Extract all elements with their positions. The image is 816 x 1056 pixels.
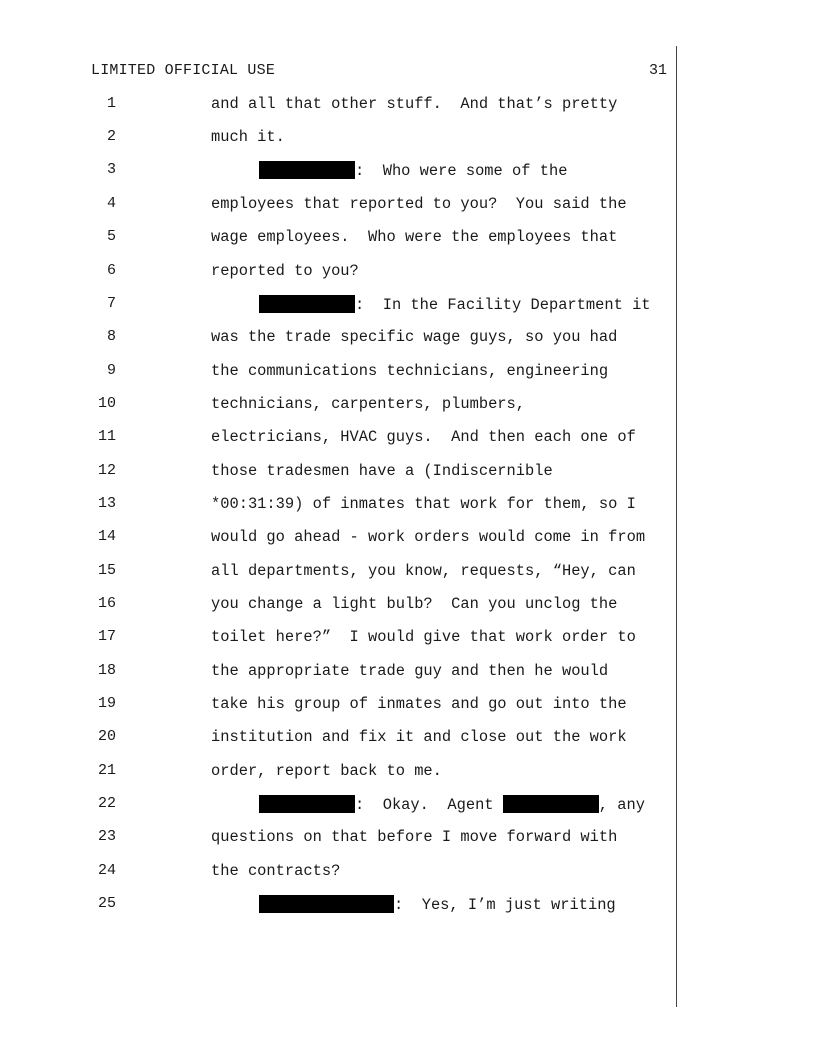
transcript-line	[0, 628, 816, 652]
line-text: : In the Facility Department it	[355, 296, 651, 314]
line-text: toilet here?” I would give that work order to	[211, 628, 636, 646]
line-text: the contracts?	[211, 862, 341, 880]
line-number: 16	[97, 595, 116, 612]
line-text: you change a light bulb? Can you unclog the	[211, 595, 618, 613]
redacted-speaker-name	[259, 295, 355, 313]
line-text: questions on that before I move forward with	[211, 828, 618, 846]
line-number: 18	[97, 662, 116, 679]
line-number: 13	[97, 495, 116, 512]
line-number: 8	[106, 328, 116, 345]
line-number: 4	[106, 195, 116, 212]
line-text: , any	[598, 796, 645, 814]
line-number: 23	[97, 828, 116, 845]
transcript-line	[0, 428, 816, 452]
line-text: would go ahead - work orders would come in from	[211, 528, 646, 546]
line-text: the communications technicians, engineering	[211, 362, 609, 380]
line-text: : Yes, I’m just writing	[394, 896, 616, 914]
line-number: 7	[106, 295, 116, 312]
line-number: 22	[97, 795, 116, 812]
transcript-line	[0, 195, 816, 219]
transcript-line	[0, 395, 816, 419]
transcript-line	[0, 262, 816, 286]
line-number: 1	[106, 95, 116, 112]
line-text: *00:31:39) of inmates that work for them, so I	[211, 495, 636, 513]
transcript-line	[0, 362, 816, 386]
speaker-line	[259, 161, 567, 180]
classification-header: LIMITED OFFICIAL USE	[91, 62, 276, 79]
redacted-speaker-name	[259, 161, 355, 179]
line-number: 20	[97, 728, 116, 745]
line-text: take his group of inmates and go out into the	[211, 695, 627, 713]
line-number: 14	[97, 528, 116, 545]
line-text: employees that reported to you? You said the	[211, 195, 627, 213]
redacted-speaker-name	[259, 795, 355, 813]
transcript-line	[0, 295, 816, 319]
line-text: the appropriate trade guy and then he would	[211, 662, 609, 680]
line-number: 21	[97, 762, 116, 779]
line-text: reported to you?	[211, 262, 359, 280]
line-number: 6	[106, 262, 116, 279]
transcript-line	[0, 562, 816, 586]
line-text: : Okay. Agent	[355, 796, 503, 814]
speaker-line	[259, 295, 651, 314]
transcript-line	[0, 795, 816, 819]
transcript-line	[0, 728, 816, 752]
line-text: : Who were some of the	[355, 162, 568, 180]
redacted-speaker-name	[259, 895, 394, 913]
line-number: 2	[106, 128, 116, 145]
transcript-line	[0, 228, 816, 252]
transcript-line	[0, 528, 816, 552]
transcript-line	[0, 762, 816, 786]
transcript-line	[0, 328, 816, 352]
page-number: 31	[648, 62, 667, 79]
transcript-line	[0, 862, 816, 886]
line-number: 15	[97, 562, 116, 579]
line-text: electricians, HVAC guys. And then each one of	[211, 428, 636, 446]
transcript-line	[0, 95, 816, 119]
transcript-line	[0, 662, 816, 686]
line-number: 9	[106, 362, 116, 379]
line-text: all departments, you know, requests, “Hey, can	[211, 562, 636, 580]
transcript-line	[0, 462, 816, 486]
line-text: institution and fix it and close out the work	[211, 728, 627, 746]
transcript-line	[0, 161, 816, 185]
transcript-line	[0, 128, 816, 152]
transcript-line	[0, 595, 816, 619]
line-number: 25	[97, 895, 116, 912]
line-number: 19	[97, 695, 116, 712]
line-number: 17	[97, 628, 116, 645]
speaker-line	[259, 895, 616, 914]
line-text: order, report back to me.	[211, 762, 442, 780]
line-text: and all that other stuff. And that’s pretty	[211, 95, 618, 113]
line-number: 24	[97, 862, 116, 879]
speaker-line	[259, 795, 645, 814]
line-number: 12	[97, 462, 116, 479]
redacted-agent-name	[503, 795, 599, 813]
transcript-line	[0, 828, 816, 852]
transcript-line	[0, 695, 816, 719]
line-text: wage employees. Who were the employees that	[211, 228, 618, 246]
line-number: 10	[97, 395, 116, 412]
line-number: 5	[106, 228, 116, 245]
line-text: was the trade specific wage guys, so you had	[211, 328, 618, 346]
line-text: technicians, carpenters, plumbers,	[211, 395, 526, 413]
line-text: much it.	[211, 128, 285, 146]
transcript-line	[0, 495, 816, 519]
line-number: 11	[97, 428, 116, 445]
transcript-line	[0, 895, 816, 919]
line-text: those tradesmen have a (Indiscernible	[211, 462, 553, 480]
line-number: 3	[106, 161, 116, 178]
